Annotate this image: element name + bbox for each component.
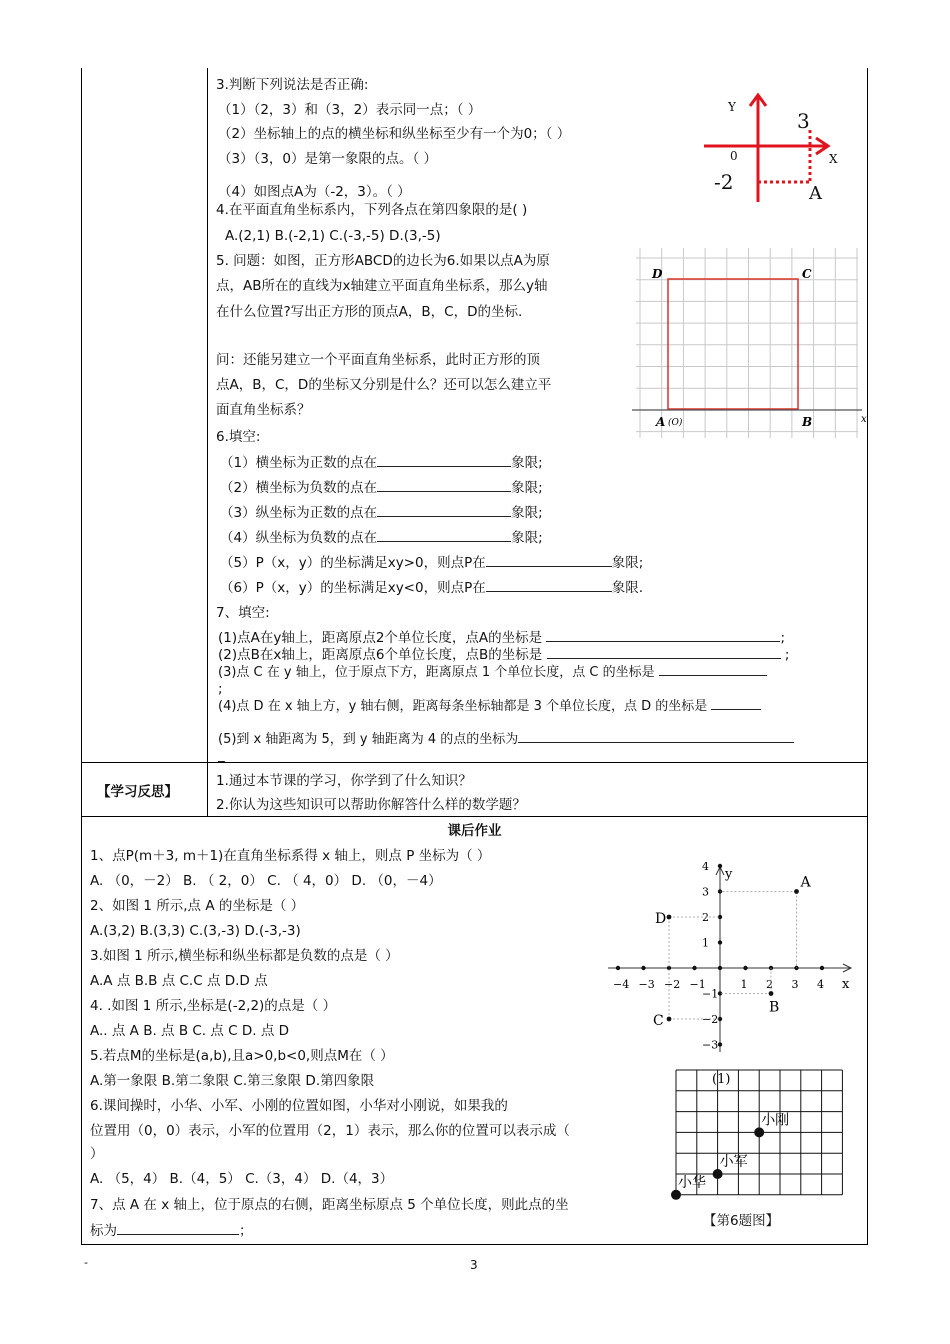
fig1-y-tick-label: 2 bbox=[702, 911, 709, 924]
fig6-person-label: 小军 bbox=[719, 1154, 748, 1170]
table-left-border bbox=[81, 68, 82, 1244]
q5-label-o: (O) bbox=[668, 418, 683, 428]
hw-line-16: 标为 ； bbox=[90, 1223, 253, 1239]
q5-line-1: 5. 问题：如图，正方形ABCD的边长为6.如果以点A为原 bbox=[216, 253, 550, 269]
fig1-point-c bbox=[667, 1017, 672, 1022]
figure-6-caption: 【第6题图】 bbox=[703, 1213, 780, 1229]
fig1-y-tick-label: 1 bbox=[702, 936, 709, 950]
q7-item-4: (4)点 D 在 x 轴上方，y 轴右侧，距离每条坐标轴都是 3 个单位长度，点 D 的坐标是 bbox=[218, 696, 761, 716]
column-divider bbox=[207, 68, 208, 816]
hw-line-1: 1、点P(m＋3, m＋1)在直角坐标系得 x 轴上，则点 P 坐标为（ ） bbox=[90, 848, 491, 864]
q6-item-3: （3）纵坐标为正数的点在 象限; bbox=[220, 505, 543, 521]
hw-line-8: A.. 点 A B. 点 B C. 点 C D. 点 D bbox=[90, 1023, 290, 1039]
q5-label-x: x bbox=[861, 414, 867, 425]
q3-title: 3.判断下列说法是否正确: bbox=[216, 77, 369, 93]
fig1-y-label: y bbox=[725, 867, 733, 882]
q7-item-2: (2)点B在x轴上，距离原点6个单位长度，点B的坐标是 ; bbox=[218, 647, 790, 663]
q3-item-3: （3）（3，0）是第一象限的点。（ ） bbox=[218, 151, 438, 167]
hw-line-4: A.(3,2) B.(3,3) C.(3,-3) D.(-3,-3) bbox=[90, 923, 301, 939]
hw-line-14: A. （5，4） B.（4，5） C.（3，4） D.（4，3） bbox=[90, 1171, 394, 1187]
q5-square-figure bbox=[632, 244, 868, 440]
row-divider-2 bbox=[81, 816, 868, 817]
q5-line-2: 点，AB所在的直线为x轴建立平面直角坐标系，那么y轴 bbox=[216, 278, 548, 294]
fig1-point-a bbox=[794, 889, 799, 894]
reflection-item-2: 2.你认为这些知识可以帮助你解答什么样的数学题？ bbox=[216, 797, 526, 813]
page-number: 3 bbox=[470, 1258, 478, 1272]
fig1-x-tick-label: 2 bbox=[766, 978, 773, 991]
fig1-caption: (1) bbox=[712, 1072, 731, 1087]
q3-pos-label: 3 bbox=[797, 109, 810, 133]
fig6-person-label: 小刚 bbox=[761, 1112, 790, 1129]
fig1-x-tick bbox=[743, 966, 747, 970]
fig1-x-tick bbox=[616, 966, 620, 970]
q5-label-a: A bbox=[656, 415, 666, 429]
q7-item-1: (1)点A在y轴上，距离原点2个单位长度，点A的坐标是 ; bbox=[218, 630, 786, 646]
fig1-x-tick-label: 4 bbox=[817, 978, 824, 991]
row-divider-1 bbox=[81, 762, 868, 763]
fig1-point-label-d: D bbox=[655, 911, 667, 927]
hw-line-2: A. （0，－2） B. （ 2，0） C. （ 4，0） D. （0，－4） bbox=[90, 873, 442, 889]
fig1-y-tick bbox=[718, 940, 722, 944]
q3-item-4: （4）如图点A为（-2，3）。（ ） bbox=[218, 184, 411, 200]
fig1-point-b bbox=[769, 991, 774, 996]
hw-line-7: 4. .如图 1 所示,坐标是(-2,2)的点是（ ） bbox=[90, 998, 337, 1014]
q7-title: 7、填空: bbox=[216, 605, 270, 621]
q3-x-label: X bbox=[829, 152, 838, 166]
fig1-point-label-a: A bbox=[800, 874, 811, 891]
hw-line-11: 6.课间操时，小华、小军、小刚的位置如图，小华对小刚说，如果我的 bbox=[90, 1098, 508, 1114]
q4-options: A.(2,1) B.(-2,1) C.(-3,-5) D.(3,-5) bbox=[225, 228, 441, 244]
q5-line-3: 在什么位置?写出正方形的顶点A，B，C，D的坐标. bbox=[216, 304, 523, 320]
q6-title: 6.填空: bbox=[216, 429, 261, 445]
hw-line-5: 3.如图 1 所示,横坐标和纵坐标都是负数的点是（ ） bbox=[90, 948, 399, 964]
fig1-x-tick bbox=[692, 966, 696, 970]
fig6-person-dot bbox=[671, 1190, 681, 1200]
q3-item-1: （1）（2，3）和（3，2）表示同一点；（ ） bbox=[218, 102, 482, 118]
fig1-y-tick bbox=[718, 864, 722, 868]
fig1-point-label-b: B bbox=[769, 999, 780, 1016]
q5-ask-3: 面直角坐标系？ bbox=[216, 402, 311, 418]
q6-item-1: （1）横坐标为正数的点在 象限; bbox=[220, 455, 543, 471]
hw-line-15: 7、点 A 在 x 轴上，位于原点的右侧，距离坐标原点 5 个单位长度，则此点的坐 bbox=[90, 1197, 569, 1213]
fig1-x-tick-label: −2 bbox=[664, 978, 681, 991]
q7-item-3-end: ; bbox=[218, 681, 223, 697]
q6-item-2: （2）横坐标为负数的点在 象限; bbox=[220, 480, 543, 496]
homework-title: 课后作业 bbox=[447, 823, 502, 839]
fig6-person-dot bbox=[713, 1169, 723, 1179]
figure-6-position-grid bbox=[668, 1064, 848, 1204]
q3-origin-label: 0 bbox=[730, 149, 738, 163]
q3-neg-label: -2 bbox=[714, 170, 734, 194]
table-bottom-border bbox=[81, 1244, 868, 1245]
q6-item-6: （6）P（x，y）的坐标满足xy<0，则点P在 象限. bbox=[220, 580, 644, 596]
q5-ask-2: 点A，B，C，D的坐标又分别是什么？还可以怎么建立平 bbox=[216, 377, 552, 393]
hw-line-12: 位置用（0，0）表示，小军的位置用（2，1）表示，那么你的位置可以表示成（ bbox=[90, 1123, 570, 1139]
q7-item-3: (3)点 C 在 y 轴上，位于原点下方，距离原点 1 个单位长度，点 C 的坐标是 bbox=[218, 662, 767, 682]
q6-item-5: （5）P（x，y）的坐标满足xy>0，则点P在 象限; bbox=[220, 555, 644, 571]
fig6-person-label: 小华 bbox=[678, 1174, 706, 1191]
fig1-x-tick bbox=[641, 966, 645, 970]
fig1-point-label-c: C bbox=[653, 1013, 664, 1029]
hw-line-6: A.A 点 B.B 点 C.C 点 D.D 点 bbox=[90, 973, 268, 989]
q4-title: 4.在平面直角坐标系内，下列各点在第四象限的是( ) bbox=[216, 202, 528, 218]
q5-ask-1: 问：还能另建立一个平面直角坐标系，此时正方形的顶 bbox=[216, 352, 540, 368]
fig1-x-label: x bbox=[842, 977, 850, 992]
q5-square bbox=[668, 279, 798, 409]
q3-item-2: （2）坐标轴上的点的横坐标和纵坐标至少有一个为0；（ ） bbox=[218, 126, 571, 142]
footer-dash: - bbox=[84, 1256, 88, 1269]
reflection-label: 【学习反思】 bbox=[97, 784, 178, 800]
fig6-person-dot bbox=[754, 1127, 764, 1137]
q5-label-b: B bbox=[802, 415, 813, 429]
hw-line-13: ） bbox=[90, 1146, 104, 1162]
fig1-y-tick-label: −3 bbox=[702, 1038, 719, 1052]
q5-label-d: D bbox=[652, 267, 663, 281]
fig1-point-d bbox=[667, 915, 672, 920]
q3-y-label: Y bbox=[728, 100, 736, 114]
q7-item-5-end: _ bbox=[218, 747, 225, 763]
q3-figure bbox=[700, 90, 850, 205]
fig1-x-tick-label: −4 bbox=[613, 978, 630, 991]
fig1-x-tick-label: 1 bbox=[740, 978, 748, 991]
reflection-item-1: 1.通过本节课的学习，你学到了什么知识？ bbox=[216, 773, 472, 789]
fig1-x-tick-label: −3 bbox=[638, 978, 655, 991]
hw-line-9: 5.若点M的坐标是(a,b),且a>0,b<0,则点M在（ ） bbox=[90, 1048, 394, 1064]
q6-item-4: （4）纵坐标为负数的点在 象限; bbox=[220, 530, 543, 546]
fig1-x-tick-label: 3 bbox=[791, 978, 799, 991]
q5-label-c: C bbox=[802, 267, 812, 281]
fig1-y-tick bbox=[718, 1042, 722, 1046]
fig1-y-tick-label: −1 bbox=[702, 987, 719, 1001]
hw-line-3: 2、如图 1 所示,点 A 的坐标是（ ） bbox=[90, 898, 305, 914]
fig1-x-tick bbox=[820, 966, 824, 970]
fig1-x-tick-label: −1 bbox=[689, 978, 706, 991]
fig1-y-tick-label: −2 bbox=[702, 1013, 719, 1026]
fig1-y-tick-label: 3 bbox=[702, 885, 709, 899]
q7-item-5: (5)到 x 轴距离为 5，到 y 轴距离为 4 的点的坐标为 bbox=[218, 729, 794, 749]
figure-1-coordinate-plane bbox=[600, 862, 860, 1062]
q3-point-label: A bbox=[809, 183, 822, 204]
fig1-origin bbox=[718, 966, 722, 970]
fig1-y-tick-label: 4 bbox=[702, 862, 709, 873]
hw-line-10: A.第一象限 B.第二象限 C.第三象限 D.第四象限 bbox=[90, 1073, 375, 1089]
